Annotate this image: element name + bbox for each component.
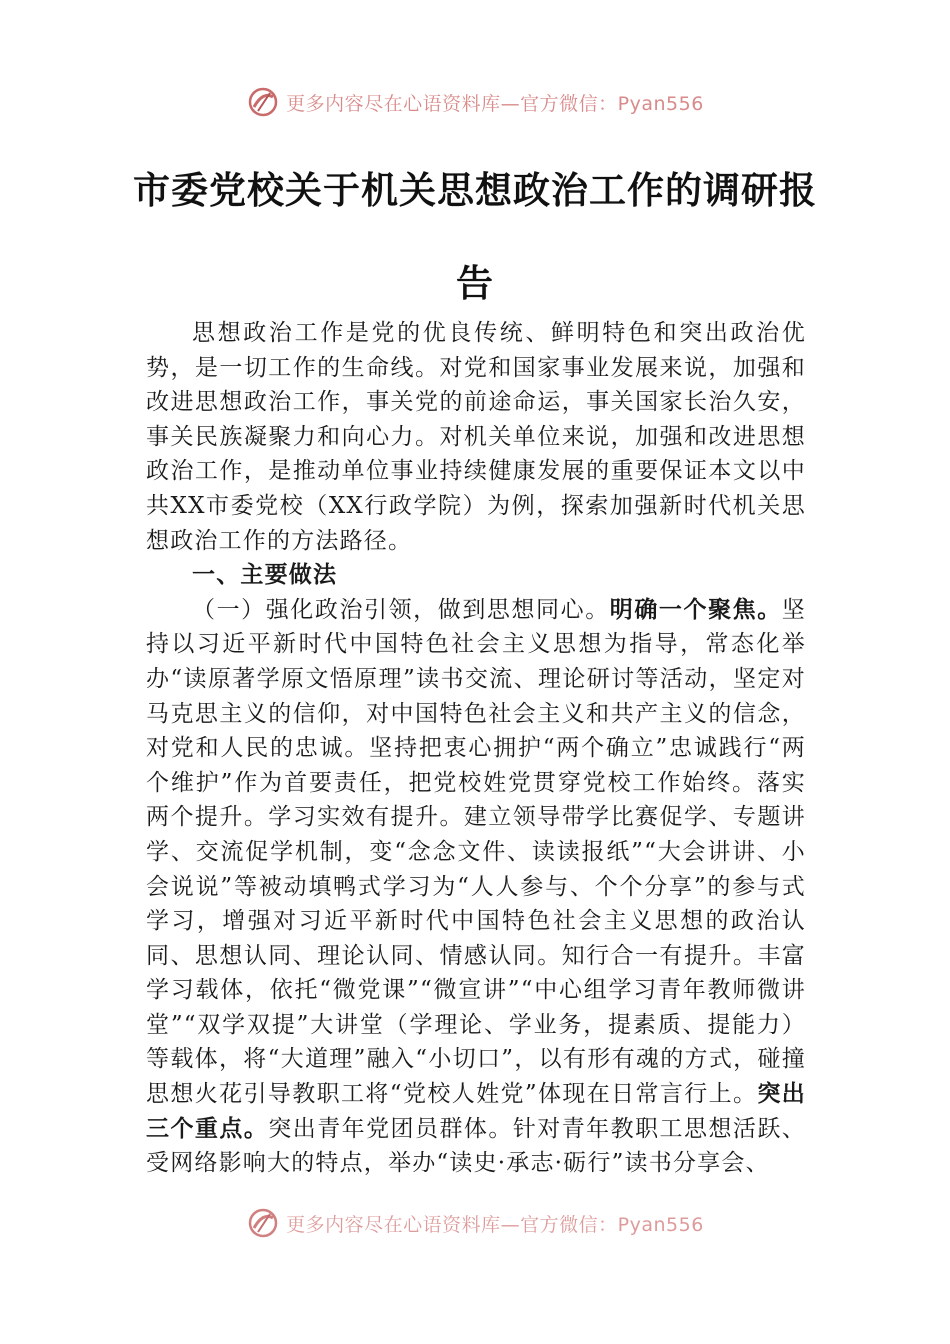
logo-icon (246, 85, 280, 119)
bold-lead-b: 突出三个重点。 (146, 1081, 807, 1142)
section-paragraph (146, 593, 806, 1181)
watermark-header (0, 82, 950, 122)
section-heading: 一、主要做法 (192, 562, 338, 589)
document-title-line-2: 告 (456, 261, 494, 305)
bold-lead-a: 明确一个聚焦。 (609, 596, 782, 623)
watermark-text: 更多内容尽在心语资料库—官方微信：Pyan556 (286, 1213, 704, 1236)
document-title-line-1: 市委党校关于机关思想政治工作的调研报 (133, 168, 817, 212)
document-body (146, 316, 806, 1181)
watermark-text: 更多内容尽在心语资料库—官方微信：Pyan556 (286, 92, 704, 115)
logo-icon (246, 1206, 280, 1240)
paragraph-text-a: 坚持以习近平新时代中国特色社会主义思想为指导，常态化举办“读原著学原文悟原理”读书交流、理论研讨等活动，坚定对马克思主义的信仰，对中国特色社会主义和共产主义的信念，对党和人民的忠诚。坚持把衷心拥护“两个确立”忠诚践行“两个维护”作为首要责任，把党校姓党贯穿党校工作始终。落实两个提升。学习实效有提升。建立领导带学比赛促学、专题讲学、交流促学机制，变“念念文件、读读报纸”“大会讲讲、小会说说”等被动填鸭式学习为“人人参与、个个分享”的参与式学习，增强对习近平新时代中国特色社会主义思想的政治认同、思想认同、理论认同、情感认同。知行合一有提升。丰富学习载体，依托“微党课”“微宣讲”“中心组学习青年教师微讲堂”“双学双提”大讲堂（学理论、学业务，提素质、提能力）等载体，将“大道理”融入“小切口”，以有形有魂的方式，碰撞思想火花引导教职工将“党校人姓党”体现在日常言行上。 (146, 596, 806, 1108)
subsection-title: （一）强化政治引领，做到思想同心。 (192, 596, 610, 623)
paragraph-text-b: 突出青年党团员群体。针对青年教职工思想活跃、受网络影响大的特点，举办“读史·承志·砺行”读书分享会、 (146, 1115, 807, 1177)
watermark-footer (0, 1203, 950, 1243)
intro-paragraph: 思想政治工作是党的优良传统、鲜明特色和突出政治优势，是一切工作的生命线。对党和国家事业发展来说，加强和改进思想政治工作，事关党的前途命运，事关国家长治久安，事关民族凝聚力和向心力。对机关单位来说，加强和改进思想政治工作，是推动单位事业持续健康发展的重要保证本文以中共XX市委党校（XX行政学院）为例，探索加强新时代机关思想政治工作的方法路径。 (146, 320, 806, 554)
